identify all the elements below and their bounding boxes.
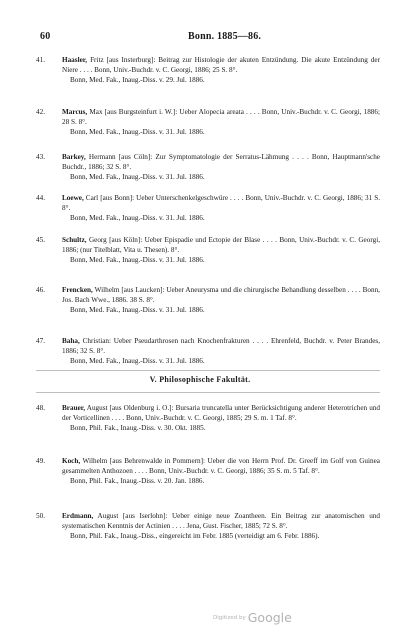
- section-heading: V. Philosophische Fakultät.: [149, 375, 251, 384]
- section-divider: [36, 392, 380, 393]
- author-name: Schultz,: [62, 236, 87, 244]
- entry-number: 44.: [36, 194, 45, 202]
- entry-number: 42.: [36, 108, 45, 116]
- entry-number: 50.: [36, 512, 45, 520]
- entry-text: Hermann [aus Cöln]: Zur Symptomatologie der Serratus-Lähmung . . . . Bonn, Hauptmann'sche Buchdr., 1886; 32 S. 8°.: [62, 153, 380, 171]
- entry-number: 49.: [36, 457, 45, 465]
- dissertation-note: Bonn, Med. Fak., Inaug.-Diss. v. 31. Jul. 1886.: [70, 357, 205, 365]
- google-logo-text: Google: [247, 610, 292, 625]
- entry-number: 45.: [36, 236, 45, 244]
- author-name: Brauer,: [62, 404, 86, 412]
- page-header: [40, 31, 380, 43]
- author-name: Erdmann,: [62, 512, 94, 520]
- author-name: Haasler,: [62, 56, 88, 64]
- running-title: Bonn. 1885—86.: [188, 31, 262, 42]
- dissertation-note: Bonn, Phil. Fak., Inaug.-Diss., eingereicht im Febr. 1885 (verteidigt am 6. Febr. 1886).: [70, 532, 320, 540]
- dissertation-note: Bonn, Phil. Fak., Inaug.-Diss. v. 20. Jan. 1886.: [70, 477, 205, 485]
- dissertation-note: Bonn, Med. Fak., Inaug.-Diss. v. 31. Jul. 1886.: [70, 306, 205, 314]
- page-number: 60: [40, 31, 51, 42]
- dissertation-note: Bonn, Med. Fak., Inaug.-Diss. v. 31. Jul. 1886.: [70, 256, 205, 264]
- google-watermark: [213, 607, 292, 626]
- author-name: Loewe,: [62, 194, 84, 202]
- dissertation-note: Bonn, Med. Fak., Inaug.-Diss. v. 31. Jul. 1886.: [70, 173, 205, 181]
- entry-text: Wilhelm [aus Behrenwalde in Pommern]: Ueber die von Herrn Prof. Dr. Greeff im Golf von Guinea gesammelten Anthozoen . . . . Bonn, Univ.-Buchdr. v. C. Georgi, 1886; 35 S. m. 5 Taf. 8°.: [62, 457, 380, 475]
- dissertation-note: Bonn, Phil. Fak., Inaug.-Diss. v. 30. Okt. 1885.: [70, 424, 206, 432]
- author-name: Koch,: [62, 457, 81, 465]
- entry-number: 43.: [36, 153, 45, 161]
- entry-text: Fritz [aus Insterburg]: Beitrag zur Histologie der akuten Entzündung. Die akute Entzündung der Niere . . . . Bonn, Univ.-Buchdr. v. C. Georgi, 1886; 25 S. 8°.: [62, 56, 380, 74]
- author-name: Baha,: [62, 337, 80, 345]
- entry-text: Wilhelm [aus Laucken]: Ueber Aneurysma und die chirurgische Behandlung desselben . . . . Bonn, Jos. Bach Wwe., 1886. 38 S. 8°.: [62, 286, 380, 304]
- entry-number: 41.: [36, 56, 45, 64]
- dissertation-note: Bonn, Med. Fak., Inaug.-Diss. v. 31. Jul. 1886.: [70, 128, 205, 136]
- author-name: Marcus,: [62, 108, 88, 116]
- section-divider: [36, 370, 380, 371]
- entry-text: August [aus Oldenburg i. O.]: Bursaria truncatella unter Berücksichtigung anderer Heterotrichen und der Vorticellinen . . . . Bonn, Univ.-Buchdr. v. C. Georgi, 1885; 29 S. m. 1 Taf. 8°.: [62, 404, 380, 422]
- dissertation-note: Bonn, Med. Fak., Inaug.-Diss. v. 29. Jul. 1886.: [70, 76, 205, 84]
- entry-text: August [aus Iserlohn]: Ueber einige neue Zoantheen. Ein Beitrag zur anatomischen und systematischen Kenntnis der Actinien . . . . Jena, Gust. Fischer, 1885; 72 S. 8°.: [62, 512, 380, 530]
- author-name: Barkey,: [62, 153, 86, 161]
- entry-number: 48.: [36, 404, 45, 412]
- entry-text: Georg [aus Köln]: Ueber Epispadie und Ectopie der Blase . . . . Bonn, Univ.-Buchdr. v. C. Georgi, 1886; (nur Titelblatt, Vita u. Thesen). 8°.: [62, 236, 380, 254]
- dissertation-note: Bonn, Med. Fak., Inaug.-Diss. v. 31. Jul. 1886.: [70, 214, 205, 222]
- entry-text: Max [aus Burgsteinfurt i. W.]: Ueber Alopecia areata . . . . Bonn, Univ.-Buchdr. v. C. Georgi, 1886; 28 S. 8°.: [62, 108, 380, 126]
- entry-text: Carl [aus Bonn]: Ueber Unterschenkelgeschwüre . . . . Bonn, Univ.-Buchdr. v. C. Georgi, 1886; 31 S. 8°.: [62, 194, 381, 212]
- author-name: Frencken,: [62, 286, 93, 294]
- entry-text: Christian: Ueber Pseudarthrosen nach Knochenfrakturen . . . . Ehrenfeld, Buchdr. v. Peter Brandes, 1886; 32 S. 8°.: [62, 337, 380, 355]
- entry-number: 46.: [36, 286, 45, 294]
- entry-number: 47.: [36, 337, 45, 345]
- watermark-prefix: Digitized by: [213, 614, 246, 621]
